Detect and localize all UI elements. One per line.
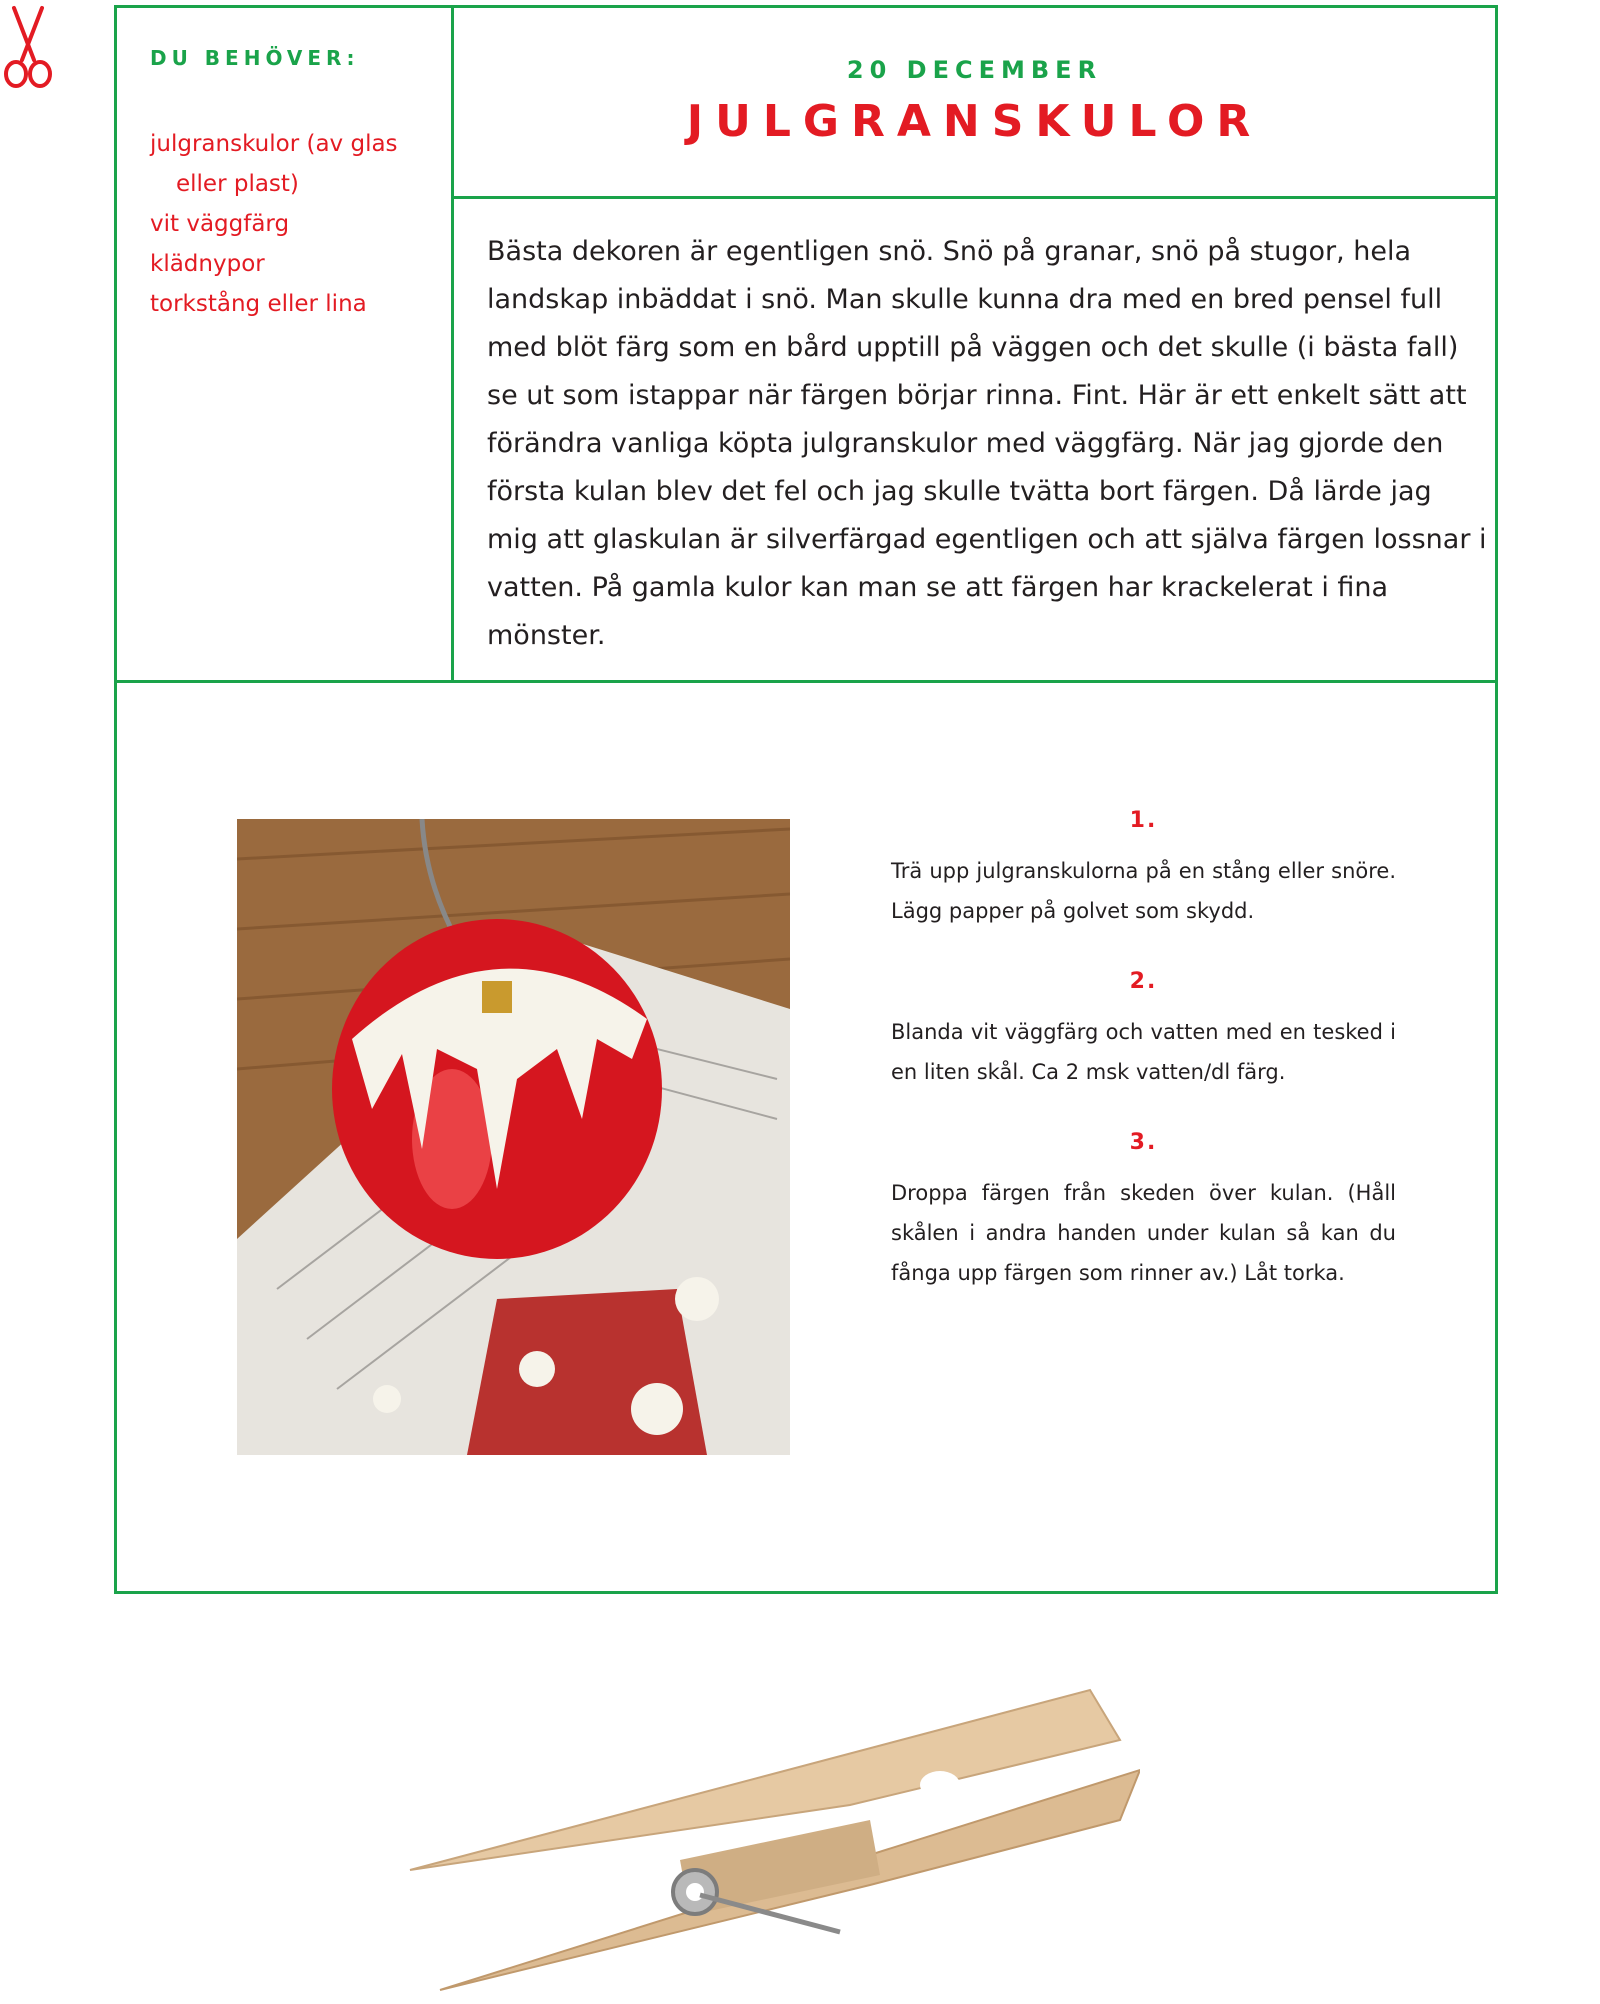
materials-item: klädnypor xyxy=(150,251,265,277)
step xyxy=(891,808,1396,931)
page-title: JULGRANSKULOR xyxy=(686,96,1263,147)
clothespin-illustration xyxy=(400,1670,1140,2000)
step-text: Blanda vit väggfärg och vatten med en tesked i en liten skål. Ca 2 msk vatten/dl färg. xyxy=(891,1020,1396,1084)
materials-heading: DU BEHÖVER: xyxy=(150,46,360,70)
intro-paragraph: Bästa dekoren är egentligen snö. Snö på granar, snö på stugor, hela landskap inbäddat i snö. Man skulle kunna dra med en bred pensel full med blöt färg som en bård upptill på väggen och det skulle (i bästa fall) se ut som istappar när färgen börjar rinna. Fint. Här är ett enkelt sätt att förändra vanliga köpta julgranskulor med väggfärg. När jag gjorde den första kulan blev det fel och jag skulle tvätta bort färgen. Då lärde jag mig att glaskulan är silverfärgad egentligen och att själva färgen lossnar i vatten. På gamla kulor kan man se att färgen har krackelerat i fina mönster. xyxy=(487,236,1487,651)
steps-list xyxy=(891,808,1396,1331)
step-number: 2. xyxy=(1129,969,1158,994)
bauble-photo xyxy=(237,819,790,1455)
step xyxy=(891,969,1396,1092)
materials-item: vit väggfärg xyxy=(150,211,290,237)
materials-item: torkstång eller lina xyxy=(150,291,367,317)
step-number: 3. xyxy=(1129,1130,1158,1155)
step-text: Trä upp julgranskulorna på en stång eller snöre. Lägg papper på golvet som skydd. xyxy=(891,859,1396,923)
title-divider xyxy=(454,196,1495,199)
step-number: 1. xyxy=(1129,808,1158,833)
recipe-card xyxy=(114,5,1498,1594)
materials-list xyxy=(150,124,440,324)
date-heading: 20 DECEMBER xyxy=(846,56,1103,84)
step-text: Droppa färgen från skeden över kulan. (Håll skålen i andra handen under kulan så kan du fånga upp färgen som rinner av.) Låt torka. xyxy=(891,1181,1396,1285)
materials-item: julgranskulor (av glas eller plast) xyxy=(150,131,398,197)
section-divider xyxy=(117,680,1495,683)
scissors-icon xyxy=(0,4,56,90)
step xyxy=(891,1130,1396,1293)
